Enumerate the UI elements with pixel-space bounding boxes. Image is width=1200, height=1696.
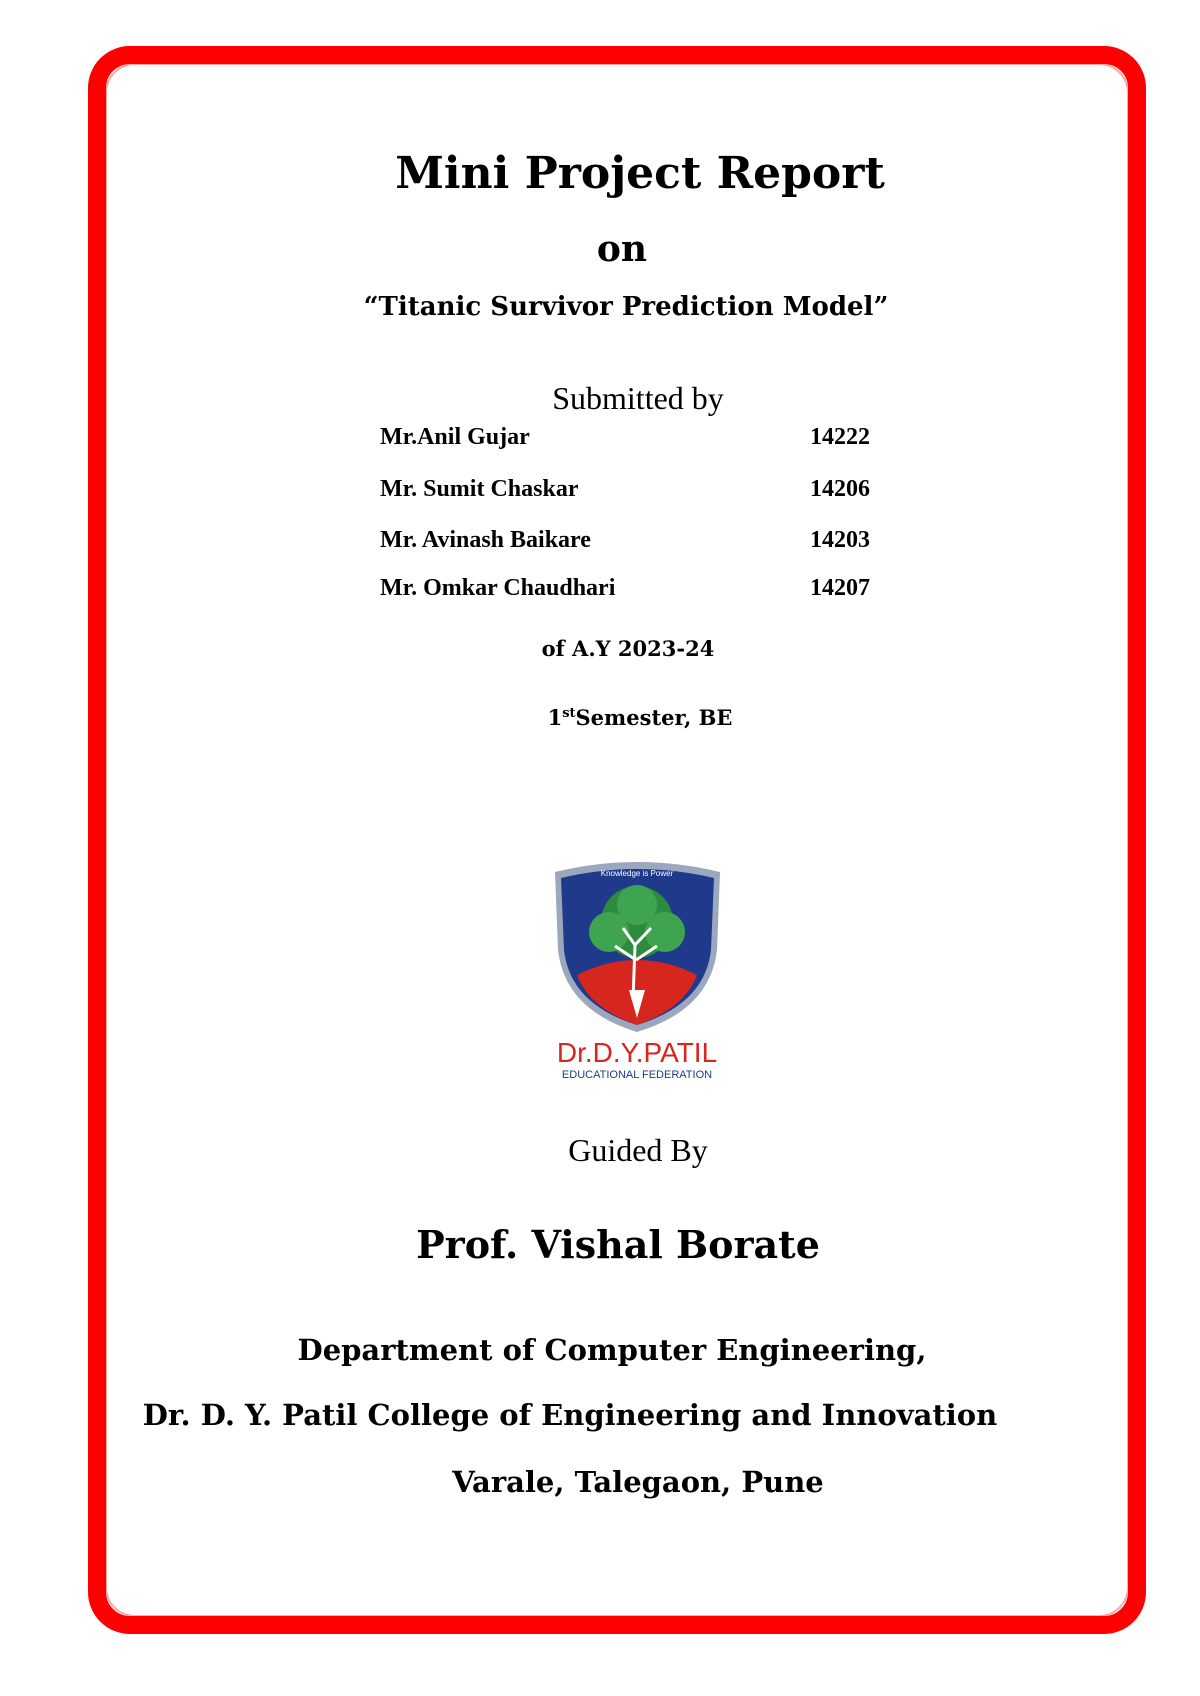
guide-name: Prof. Vishal Borate [416,1222,820,1267]
member-name: Mr. Sumit Chaskar [380,476,579,502]
member-name: Mr. Avinash Baikare [380,527,591,553]
report-title: Mini Project Report [395,148,885,199]
logo-subtitle: EDUCATIONAL FEDERATION [561,1069,713,1081]
member-name: Mr. Omkar Chaudhari [380,575,616,601]
logo-motto: Knowledge is Power [600,869,674,878]
semester-number: 1 [547,705,563,730]
member-name: Mr.Anil Gujar [380,424,530,450]
dy-patil-logo [525,850,750,1090]
logo-name: Dr.D.Y.PATIL [556,1037,718,1068]
department: Department of Computer Engineering, [297,1333,927,1367]
on-label: on [596,228,648,270]
semester-text: Semester, BE [575,705,733,730]
location: Varale, Talegaon, Pune [452,1465,824,1499]
member-roll: 14207 [810,575,870,601]
project-title: “Titanic Survivor Prediction Model” [363,292,889,322]
guided-by-label: Guided By [568,1132,708,1168]
member-roll: 14203 [810,527,870,553]
semester-suffix: st [562,706,576,721]
member-roll: 14222 [810,424,870,450]
college-name: Dr. D. Y. Patil College of Engineering and Innovation [142,1398,998,1432]
academic-year: of A.Y 2023-24 [541,636,715,661]
member-roll: 14206 [810,476,870,502]
submitted-by-label: Submitted by [552,380,724,416]
semester [40,705,1200,730]
